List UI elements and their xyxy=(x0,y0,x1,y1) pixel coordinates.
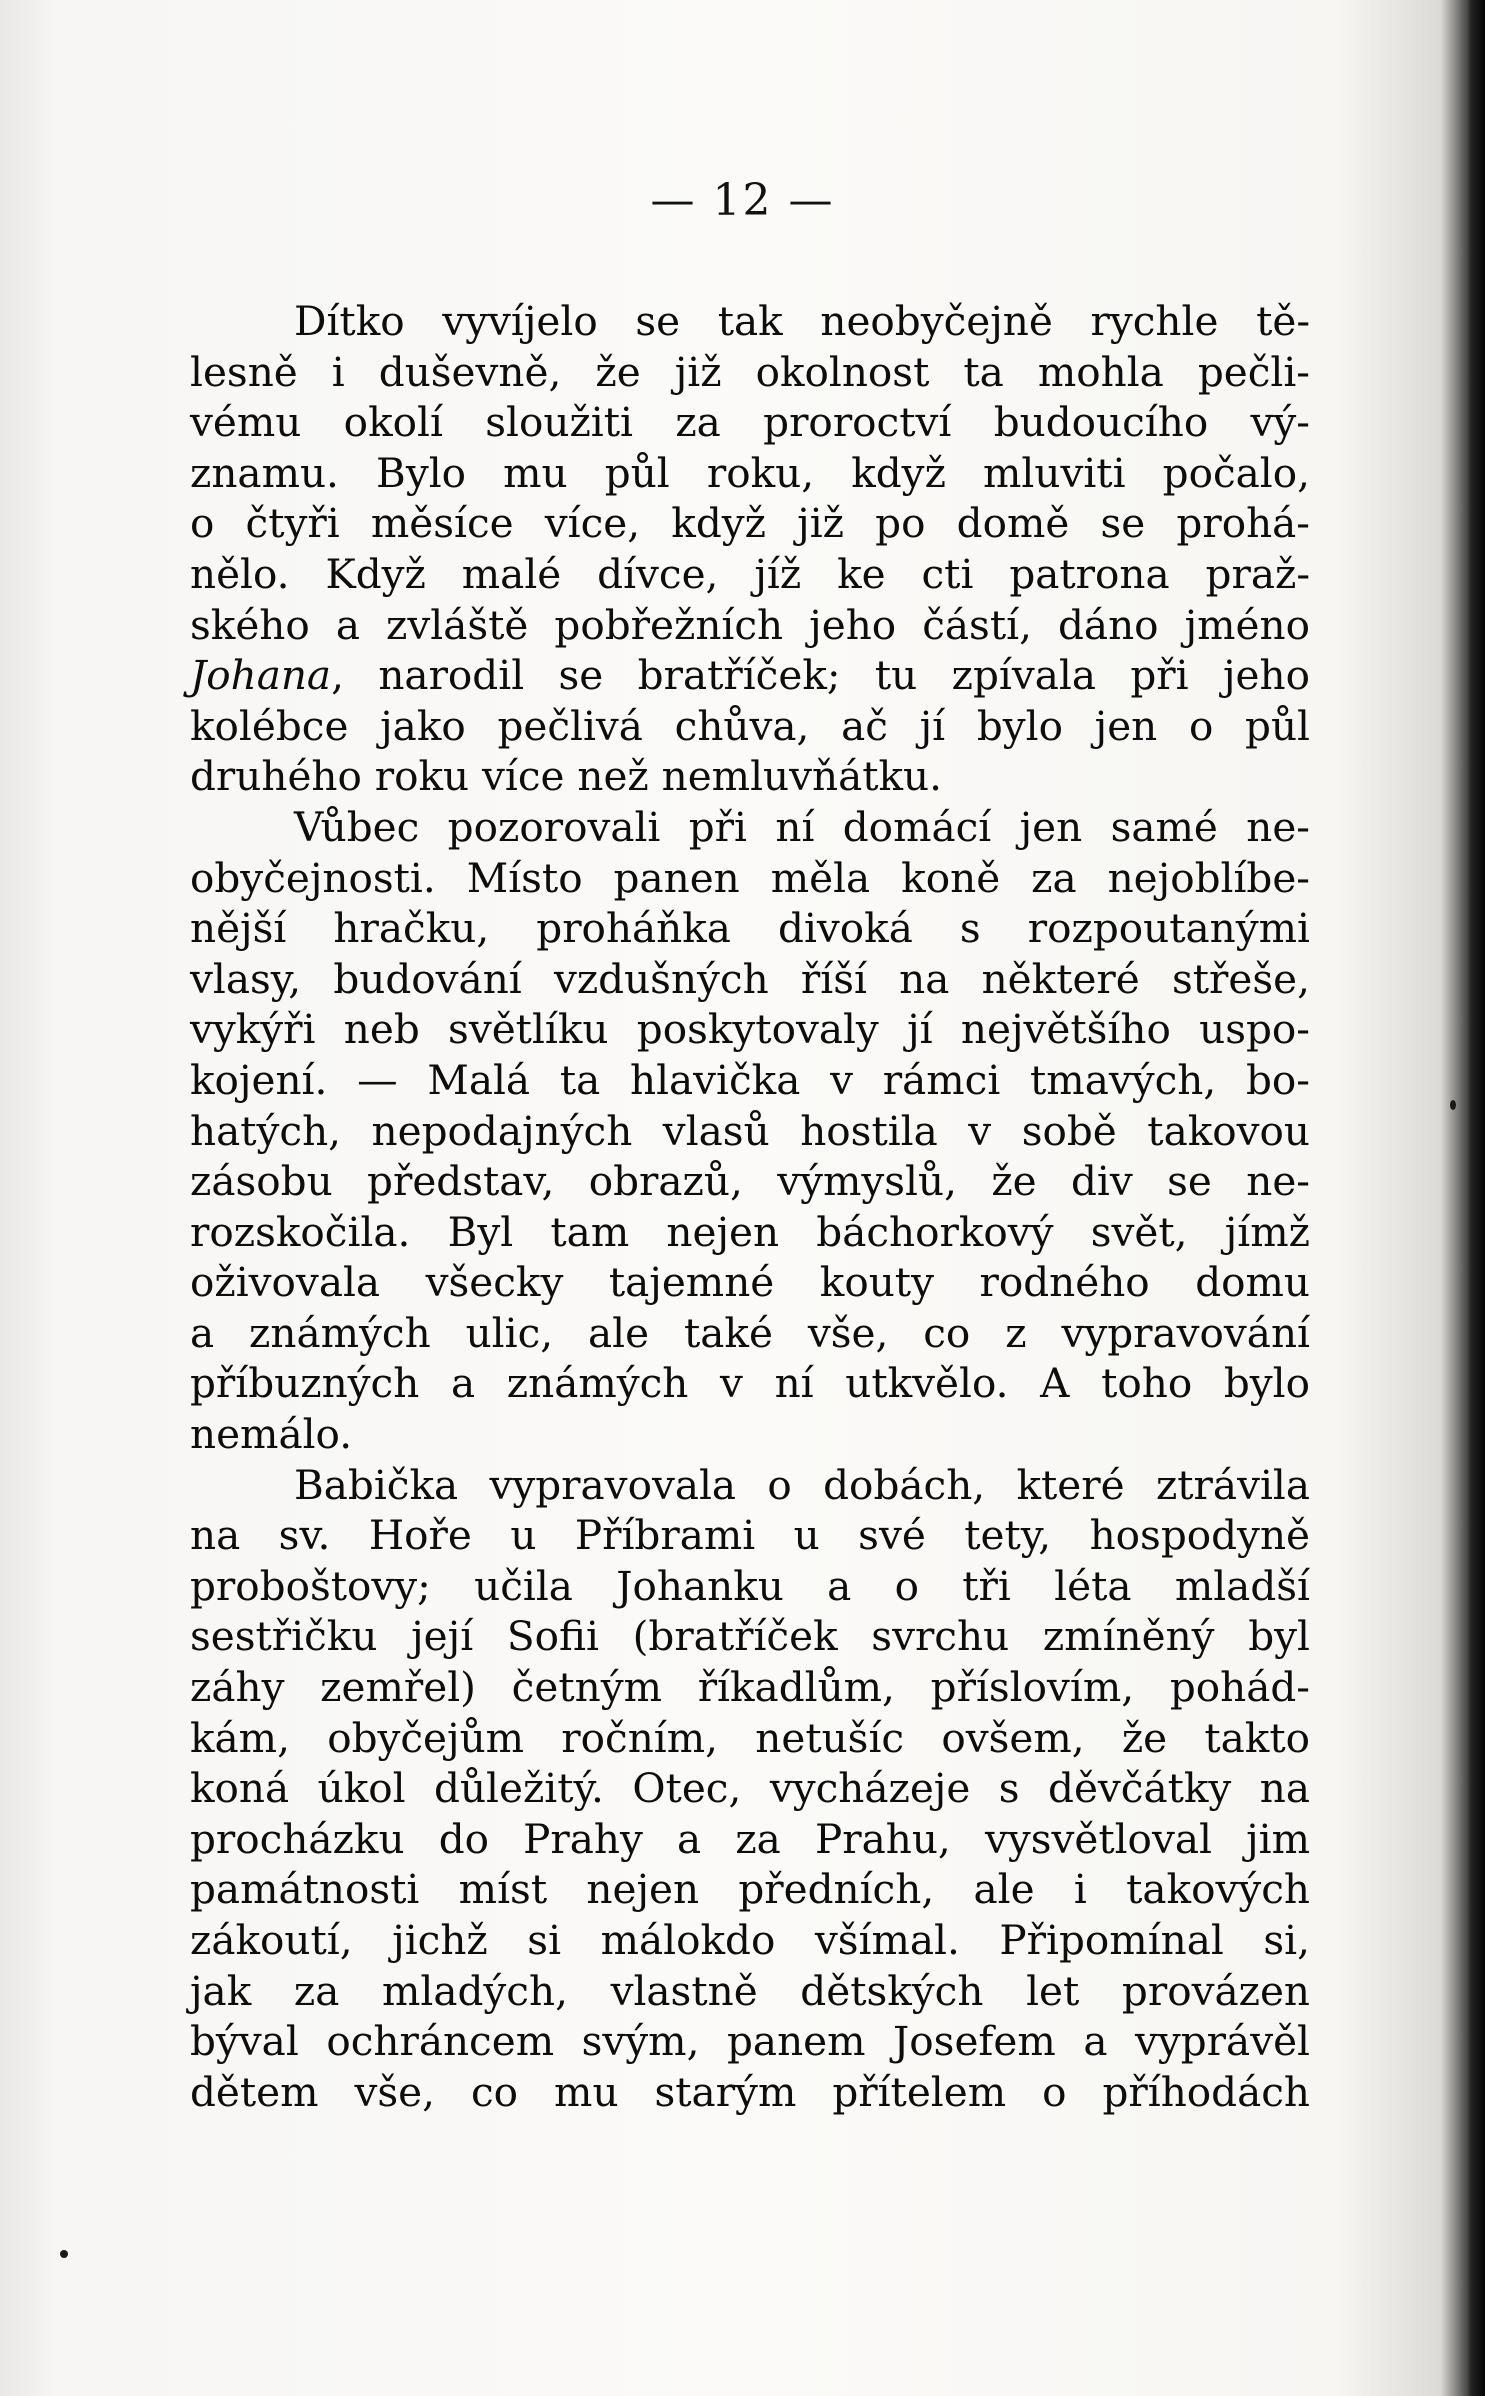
text-line: obyčejnosti. Místo panen měla koně za nejoblíbe- xyxy=(190,853,1310,902)
paragraph xyxy=(190,802,1310,1460)
text-line: zásobu představ, obrazů, výmyslů, že div se ne- xyxy=(190,1157,1310,1206)
ink-speck xyxy=(60,2250,68,2258)
ink-speck xyxy=(1450,1100,1456,1110)
text-line: příbuzných a známých v ní utkvělo. A toho bylo xyxy=(190,1359,1310,1408)
text-line-with-italic-name: Johana, narodil se bratříček; tu zpívala při jeho xyxy=(190,651,1310,700)
page-edge-shadow xyxy=(1467,0,1485,2396)
text-line: památnosti míst nejen předních, ale i takových xyxy=(190,1865,1310,1914)
text-line: proboštovy; učila Johanku a o tři léta mladší xyxy=(190,1561,1310,1610)
text-line: na sv. Hoře u Příbrami u své tety, hospodyně xyxy=(190,1511,1310,1560)
paragraph xyxy=(190,1460,1310,2118)
text-line: koná úkol důležitý. Otec, vycházeje s děvčátky na xyxy=(190,1764,1310,1813)
text-line: druhého roku více než nemluvňátku. xyxy=(190,752,942,801)
text-line: sestřičku její Sofii (bratříček svrchu zmíněný byl xyxy=(190,1612,1310,1661)
text-line: o čtyři měsíce více, když již po domě se prohá- xyxy=(190,499,1310,548)
text-line: rozskočila. Byl tam nejen báchorkový svět, jímž xyxy=(190,1207,1310,1256)
text-line: hatých, nepodajných vlasů hostila v sobě takovou xyxy=(190,1106,1310,1155)
body-text xyxy=(190,296,1310,2117)
text-line: kám, obyčejům ročním, netušíc ovšem, že takto xyxy=(190,1713,1310,1762)
text-line: Babička vypravovala o dobách, které ztrávila xyxy=(294,1460,1310,1509)
text-line: ského a zvláště pobřežních jeho částí, dáno jméno xyxy=(190,600,1310,649)
text-line: kojení. — Malá ta hlavička v rámci tmavých, bo- xyxy=(190,1055,1310,1104)
text-line: oživovala všecky tajemné kouty rodného domu xyxy=(190,1258,1310,1307)
text-line: a známých ulic, ale také vše, co z vypravování xyxy=(190,1308,1310,1357)
text-line: nější hračku, proháňka divoká s rozpoutanými xyxy=(190,904,1310,953)
text-line: procházku do Prahy a za Prahu, vysvětloval jim xyxy=(190,1814,1310,1863)
text-line: znamu. Bylo mu půl roku, když mluviti počalo, xyxy=(190,448,1310,497)
text-line: nělo. Když malé dívce, jíž ke cti patrona praž- xyxy=(190,549,1310,598)
italic-name: Johana xyxy=(190,651,332,700)
text-line: jak za mladých, vlastně dětských let provázen xyxy=(190,1966,1310,2015)
text-line: kolébce jako pečlivá chůva, ač jí bylo jen o půl xyxy=(190,701,1310,750)
text-line: záhy zemřel) četným říkadlům, příslovím, pohád- xyxy=(190,1663,1310,1712)
text-line: lesně i duševně, že již okolnost ta mohla pečli- xyxy=(190,347,1310,396)
text-line: dětem vše, co mu starým přítelem o příhodách xyxy=(190,2067,1310,2116)
text-line: Dítko vyvíjelo se tak neobyčejně rychle tě- xyxy=(294,297,1310,345)
text-line: Vůbec pozorovali při ní domácí jen samé ne- xyxy=(294,802,1310,851)
text-line: býval ochráncem svým, panem Josefem a vyprávěl xyxy=(190,2017,1310,2066)
text-line: vykýři neb světlíku poskytovaly jí největšího uspo- xyxy=(190,1005,1310,1054)
text-line: zákoutí, jichž si málokdo všímal. Připomínal si, xyxy=(190,1916,1310,1964)
text-line: vlasy, budování vzdušných říší na některé střeše, xyxy=(190,954,1310,1003)
text-line: nemálo. xyxy=(190,1410,353,1459)
text-line: vému okolí sloužiti za proroctví budoucího vý- xyxy=(190,398,1310,447)
paragraph xyxy=(190,296,1310,802)
page-number: — 12 — xyxy=(650,175,835,226)
